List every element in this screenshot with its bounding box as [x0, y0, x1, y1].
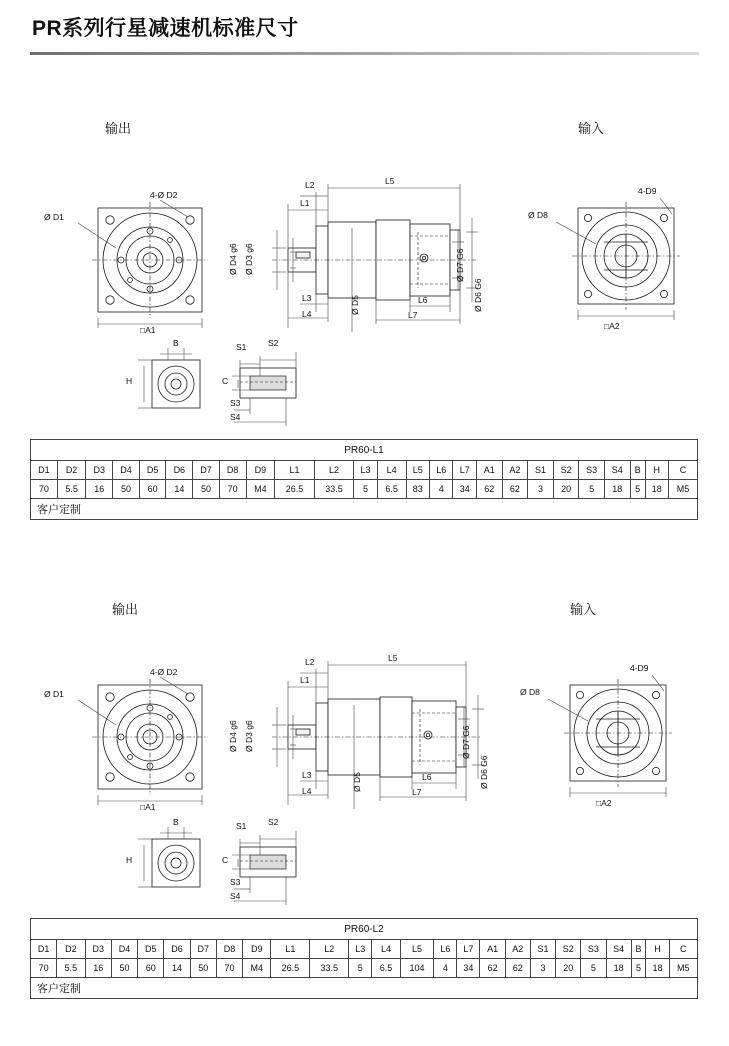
th-d3: D3	[85, 940, 111, 959]
td-a2: 62	[505, 959, 530, 978]
table-note: 客户定制	[31, 499, 698, 520]
dim-l2-2: L2	[305, 657, 315, 667]
td-h: 18	[646, 959, 669, 978]
th-l6: L6	[434, 940, 457, 959]
dim-l7-1: L7	[408, 310, 418, 320]
th-l7: L7	[457, 940, 480, 959]
td-d7: 50	[193, 480, 220, 499]
th-s1: S1	[530, 940, 555, 959]
td-l1: 26.5	[275, 480, 314, 499]
th-b: B	[630, 461, 645, 480]
td-d1: 70	[31, 480, 58, 499]
th-l2: L2	[314, 461, 353, 480]
dim-d6-1: Ø D6 G6	[473, 278, 483, 312]
dim-a2-2: □A2	[596, 798, 612, 808]
td-c: M5	[669, 959, 697, 978]
th-d2: D2	[57, 461, 86, 480]
th-l5: L5	[406, 461, 429, 480]
title-divider	[30, 52, 699, 55]
td-s1: 3	[528, 480, 554, 499]
dim-a1-1: □A1	[140, 325, 156, 335]
td-l6: 4	[434, 959, 457, 978]
dim-s4-1: S4	[230, 412, 241, 422]
dim-b-2: B	[173, 817, 179, 827]
th-l4: L4	[372, 940, 400, 959]
table-title: PR60-L2	[31, 919, 698, 940]
td-d3: 16	[85, 959, 111, 978]
th-l3: L3	[349, 940, 372, 959]
table-value-row	[31, 959, 698, 978]
th-d3: D3	[86, 461, 113, 480]
td-l3: 5	[354, 480, 377, 499]
th-c: C	[669, 461, 698, 480]
dim-s4-2: S4	[230, 891, 241, 901]
td-a1: 62	[480, 959, 505, 978]
td-d1: 70	[31, 959, 57, 978]
td-d6: 14	[166, 480, 193, 499]
td-d2: 5.5	[57, 959, 85, 978]
th-l1: L1	[271, 940, 310, 959]
dim-d5-2: Ø D5	[352, 772, 362, 792]
dim-l4-1: L4	[302, 309, 312, 319]
table-note-row	[31, 499, 698, 520]
td-l7: 34	[457, 959, 480, 978]
td-s1: 3	[530, 959, 555, 978]
td-s2: 20	[553, 480, 579, 499]
table-header-row	[31, 940, 698, 959]
td-s2: 20	[556, 959, 581, 978]
th-s2: S2	[553, 461, 579, 480]
drawing-svg-1	[0, 80, 729, 500]
td-b: 5	[630, 480, 645, 499]
dimension-table-l2	[30, 918, 698, 999]
td-l4: 6.5	[372, 959, 400, 978]
dim-c-2: C	[222, 855, 229, 865]
dim-d7-2: Ø D7 G6	[461, 725, 471, 759]
td-a1: 62	[476, 480, 502, 499]
dim-d3-1: Ø D3 g6	[244, 243, 254, 275]
th-d2: D2	[57, 940, 85, 959]
dim-d9-2: 4-D9	[630, 663, 649, 673]
td-l7: 34	[453, 480, 476, 499]
td-d9: M4	[243, 959, 271, 978]
th-d1: D1	[31, 461, 58, 480]
dim-s2-1: S2	[268, 338, 279, 348]
td-d2: 5.5	[57, 480, 86, 499]
dim-s1-1: S1	[236, 342, 247, 352]
table-note-row	[31, 978, 698, 999]
th-a1: A1	[480, 940, 505, 959]
dim-s2-2: S2	[268, 817, 279, 827]
output-label-1: 输出	[105, 121, 132, 136]
td-s3: 5	[579, 480, 605, 499]
th-h: H	[646, 940, 669, 959]
dim-l6-1: L6	[418, 295, 428, 305]
td-d9: M4	[246, 480, 275, 499]
th-s1: S1	[528, 461, 554, 480]
th-l6: L6	[430, 461, 453, 480]
th-d9: D9	[246, 461, 275, 480]
td-l2: 33.5	[314, 480, 353, 499]
dim-l1-1: L1	[300, 198, 310, 208]
dim-d4-1: Ø D4 g6	[228, 243, 238, 275]
dim-l3-1: L3	[302, 293, 312, 303]
th-l5: L5	[400, 940, 434, 959]
th-h: H	[645, 461, 668, 480]
td-d4: 50	[113, 480, 140, 499]
th-s3: S3	[581, 940, 606, 959]
td-a2: 62	[502, 480, 528, 499]
dim-l5-1: L5	[385, 176, 395, 186]
th-s3: S3	[579, 461, 605, 480]
dim-d4-2: Ø D4 g6	[228, 720, 238, 752]
td-d7: 50	[190, 959, 216, 978]
dim-d3-2: Ø D3 g6	[244, 720, 254, 752]
dim-s1-2: S1	[236, 821, 247, 831]
table-title: PR60-L1	[31, 440, 698, 461]
th-c: C	[669, 940, 697, 959]
dim-a1-2: □A1	[140, 802, 156, 812]
td-s4: 18	[606, 959, 631, 978]
th-l3: L3	[354, 461, 377, 480]
td-l6: 4	[430, 480, 453, 499]
table-title-row	[31, 440, 698, 461]
th-s2: S2	[556, 940, 581, 959]
th-d1: D1	[31, 940, 57, 959]
dim-d1-2: Ø D1	[44, 689, 64, 699]
th-d5: D5	[138, 940, 164, 959]
th-d7: D7	[190, 940, 216, 959]
input-label-2: 输入	[570, 602, 597, 617]
dim-b-1: B	[173, 338, 179, 348]
th-a1: A1	[476, 461, 502, 480]
dim-c-1: C	[222, 376, 229, 386]
dim-l4-2: L4	[302, 786, 312, 796]
th-l7: L7	[453, 461, 476, 480]
table-header-row	[31, 461, 698, 480]
td-d3: 16	[86, 480, 113, 499]
th-l4: L4	[377, 461, 406, 480]
th-d7: D7	[193, 461, 220, 480]
th-b: B	[631, 940, 646, 959]
dim-d8-1: Ø D8	[528, 210, 548, 220]
th-d6: D6	[166, 461, 193, 480]
th-d5: D5	[139, 461, 166, 480]
dim-d5-1: Ø D5	[350, 295, 360, 315]
td-d6: 14	[164, 959, 190, 978]
dimension-table-l1	[30, 439, 698, 520]
dim-s3-2: S3	[230, 877, 241, 887]
page-title: PR系列行星减速机标准尺寸	[32, 17, 299, 40]
td-h: 18	[645, 480, 668, 499]
td-d5: 60	[138, 959, 164, 978]
dim-d2-2: 4-Ø D2	[150, 667, 178, 677]
dim-d9-1: 4-D9	[638, 186, 657, 196]
td-b: 5	[631, 959, 646, 978]
td-s3: 5	[581, 959, 606, 978]
dim-l1-2: L1	[300, 675, 310, 685]
td-l5: 104	[400, 959, 434, 978]
th-d8: D8	[219, 461, 246, 480]
dim-d6-2: Ø D6 G6	[479, 755, 489, 789]
td-d8: 70	[219, 480, 246, 499]
dim-l2-1: L2	[305, 180, 315, 190]
dim-d7-1: Ø D7 G6	[455, 248, 465, 282]
th-s4: S4	[606, 940, 631, 959]
dim-d8-2: Ø D8	[520, 687, 540, 697]
th-d9: D9	[243, 940, 271, 959]
input-label-1: 输入	[578, 121, 605, 136]
table-note: 客户定制	[31, 978, 698, 999]
output-label-2: 输出	[112, 602, 139, 617]
td-l4: 6.5	[377, 480, 406, 499]
td-d8: 70	[216, 959, 242, 978]
td-c: M5	[669, 480, 698, 499]
td-d4: 50	[111, 959, 137, 978]
dim-l6-2: L6	[422, 772, 432, 782]
dim-l5-2: L5	[388, 653, 398, 663]
th-l1: L1	[275, 461, 314, 480]
table-value-row	[31, 480, 698, 499]
th-s4: S4	[604, 461, 630, 480]
table-title-row	[31, 919, 698, 940]
dim-h-2: H	[126, 855, 133, 865]
td-l1: 26.5	[271, 959, 310, 978]
td-l2: 33.5	[310, 959, 349, 978]
td-d5: 60	[139, 480, 166, 499]
th-d4: D4	[113, 461, 140, 480]
th-d6: D6	[164, 940, 190, 959]
th-a2: A2	[502, 461, 528, 480]
td-l5: 83	[406, 480, 429, 499]
dim-l7-2: L7	[412, 787, 422, 797]
dim-d2-1: 4-Ø D2	[150, 190, 178, 200]
th-a2: A2	[505, 940, 530, 959]
th-d8: D8	[216, 940, 242, 959]
td-l3: 5	[349, 959, 372, 978]
th-d4: D4	[111, 940, 137, 959]
th-l2: L2	[310, 940, 349, 959]
dim-a2-1: □A2	[604, 321, 620, 331]
dim-d1-1: Ø D1	[44, 212, 64, 222]
dim-h-1: H	[126, 376, 133, 386]
td-s4: 18	[604, 480, 630, 499]
dim-l3-2: L3	[302, 770, 312, 780]
dim-s3-1: S3	[230, 398, 241, 408]
